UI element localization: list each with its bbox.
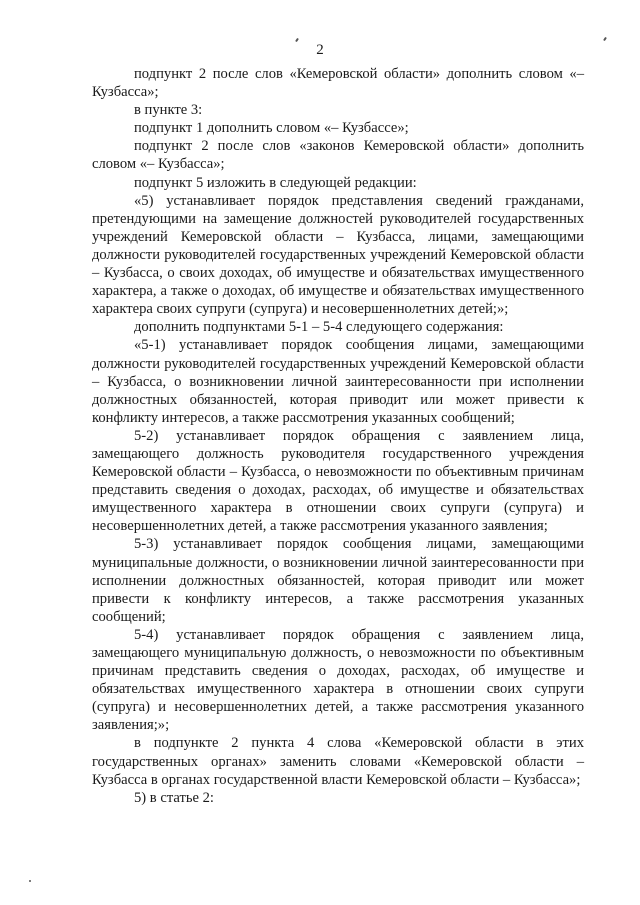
- paragraph-10: 5-3) устанавливает порядок сообщения лицами, замещающими муниципальные должности, о возникновении личной заинтересованности при исполнении должностных обязанностей, которая приводит или может привести к конфликту интересов, а также рассмотрения указанных сообщений;: [92, 536, 584, 625]
- paragraph-12: в подпункте 2 пункта 4 слова «Кемеровской области в этих государственных органах» заменить словами «Кемеровской области – Кузбасса в органах государственной власти Кемеровской области – Кузбасса»;: [92, 735, 584, 788]
- page-number: 2: [316, 42, 324, 58]
- paragraph-7: дополнить подпунктами 5-1 – 5-4 следующего содержания:: [134, 319, 504, 336]
- paragraph-2: в пункте 3:: [134, 102, 203, 119]
- scan-speck: [29, 880, 31, 882]
- paragraph-5: подпункт 5 изложить в следующей редакции:: [134, 174, 417, 191]
- paragraph-13: 5) в статье 2:: [134, 789, 214, 806]
- paragraph-3: подпункт 1 дополнить словом «– Кузбассе»;: [134, 120, 409, 137]
- paragraph-1: подпункт 2 после слов «Кемеровской области» дополнить словом «– Кузбасса»;: [92, 66, 584, 101]
- paragraph-4: подпункт 2 после слов «законов Кемеровской области» дополнить словом «– Кузбасса»;: [92, 138, 584, 173]
- paragraph-6: «5) устанавливает порядок представления сведений гражданами, претендующими на замещение должностей руководителей государственных учреждений Кемеровской области – Кузбасса, лицами, замещающими должности руководителей государственных учреждений Кемеровской области – Кузбасса, о своих доходах, об имуществе и обязательствах имущественного характера, а также о доходах, об имуществе и обязательствах имущественного характера своих супруги (супруга) и несовершеннолетних детей;»;: [92, 192, 584, 318]
- paragraph-11: 5-4) устанавливает порядок обращения с заявлением лица, замещающего муниципальную должность, о невозможности по объективным причинам представить сведения о доходах, расходах, об имуществе и обязательствах имущественного характера в отношении своих супруги (супруга) и несовершеннолетних детей, а также рассмотрения указанного заявления;»;: [92, 626, 584, 734]
- paragraph-9: 5-2) устанавливает порядок обращения с заявлением лица, замещающего должность руководителя государственного учреждения Кемеровской области – Кузбасса, о невозможности по объективным причинам представить сведения о доходах, расходах, об имуществе и обязательствах имущественного характера в отношении своих супруги (супруга) и несовершеннолетних детей, а также рассмотрения указанного заявления;: [92, 427, 584, 535]
- paragraph-8: «5-1) устанавливает порядок сообщения лицами, замещающими должности руководителей государственных учреждений Кемеровской области – Кузбасса, о возникновении личной заинтересованности при исполнении должностных обязанностей, которая приводит или может привести к конфликту интересов, а также рассмотрения указанных сообщений;: [92, 337, 584, 426]
- document-body: [92, 65, 584, 807]
